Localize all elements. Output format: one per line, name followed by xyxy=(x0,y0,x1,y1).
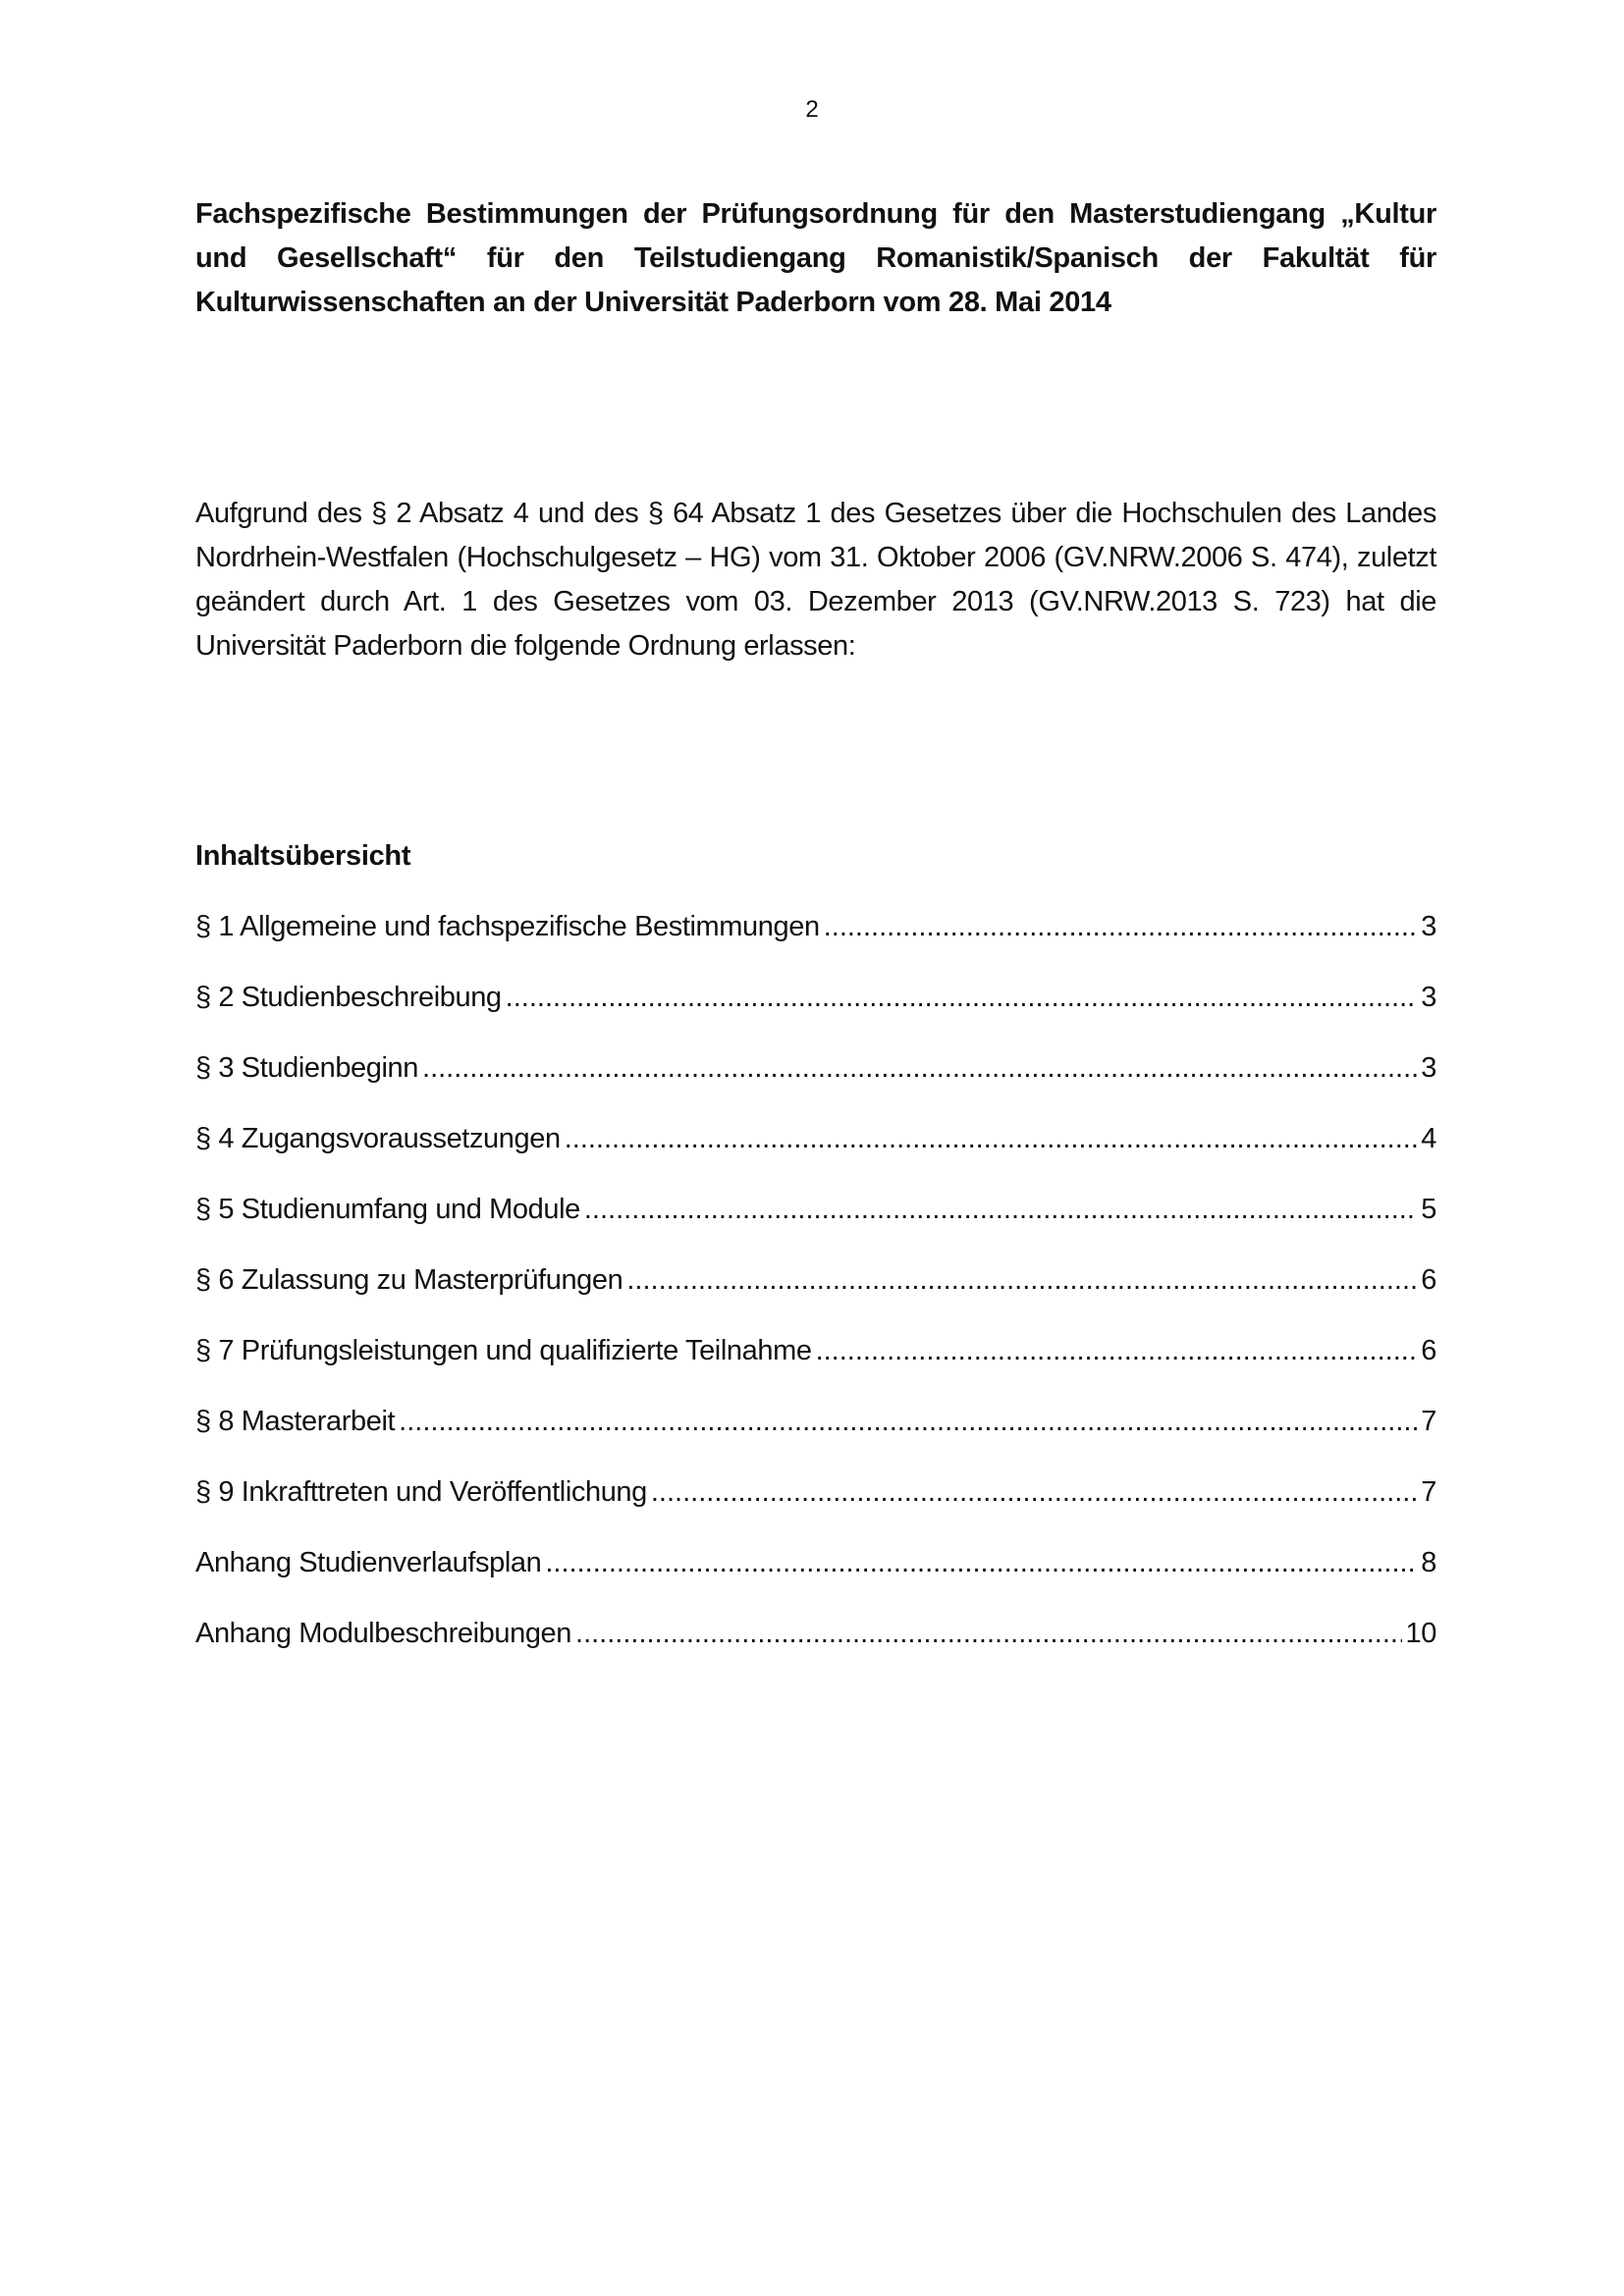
toc-leader-dots xyxy=(584,1190,1417,1229)
toc-leader-dots xyxy=(565,1119,1418,1158)
toc-entry-label: § 7 Prüfungsleistungen und qualifizierte Teilnahme xyxy=(195,1335,812,1366)
toc-entry xyxy=(195,1402,1436,1472)
toc-entry xyxy=(195,1331,1436,1402)
page-number: 2 xyxy=(805,96,819,123)
toc-entry-label: § 4 Zugangsvoraussetzungen xyxy=(195,1123,561,1154)
toc-leader-dots xyxy=(506,978,1418,1017)
toc-heading: Inhaltsübersicht xyxy=(195,840,411,872)
toc-entry-label: § 3 Studienbeginn xyxy=(195,1052,419,1084)
toc-entry-label: § 8 Masterarbeit xyxy=(195,1406,396,1437)
toc-leader-dots xyxy=(545,1543,1417,1582)
toc-entry-label: § 6 Zulassung zu Masterprüfungen xyxy=(195,1264,623,1296)
toc-entry xyxy=(195,1472,1436,1543)
toc-entry-page: 6 xyxy=(1421,1335,1436,1366)
toc-entry-page: 10 xyxy=(1405,1618,1436,1649)
toc-entry xyxy=(195,1190,1436,1260)
toc-leader-dots xyxy=(422,1048,1417,1088)
toc-entry xyxy=(195,1119,1436,1190)
toc-entry-page: 3 xyxy=(1421,1052,1436,1084)
toc-entry xyxy=(195,1048,1436,1119)
toc-entry-label: Anhang Studienverlaufsplan xyxy=(195,1547,542,1578)
table-of-contents xyxy=(195,907,1436,1684)
toc-entry-page: 3 xyxy=(1421,982,1436,1013)
toc-entry xyxy=(195,978,1436,1048)
toc-entry xyxy=(195,1260,1436,1331)
toc-entry-page: 6 xyxy=(1421,1264,1436,1296)
toc-leader-dots xyxy=(626,1260,1417,1300)
toc-entry-label: Anhang Modulbeschreibungen xyxy=(195,1618,572,1649)
toc-leader-dots xyxy=(651,1472,1417,1512)
toc-leader-dots xyxy=(575,1614,1402,1653)
toc-entry-page: 3 xyxy=(1421,911,1436,942)
toc-entry xyxy=(195,1543,1436,1614)
preamble-paragraph: Aufgrund des § 2 Absatz 4 und des § 64 Absatz 1 des Gesetzes über die Hochschulen des Landes Nordrhein-Westfalen (Hochschulgesetz – HG) vom 31. Oktober 2006 (GV.NRW.2006 S. 474), zuletzt geändert durch Art. 1 des Gesetzes vom 03. Dezember 2013 (GV.NRW.2013 S. 723) hat die Universität Paderborn die folgende Ordnung erlassen: xyxy=(195,498,1436,662)
toc-entry xyxy=(195,1614,1436,1684)
toc-entry-page: 4 xyxy=(1421,1123,1436,1154)
toc-leader-dots xyxy=(824,907,1418,946)
toc-entry-page: 7 xyxy=(1421,1406,1436,1437)
toc-leader-dots xyxy=(816,1331,1418,1370)
document-title: Fachspezifische Bestimmungen der Prüfungsordnung für den Masterstudiengang „Kultur und Gesellschaft“ für den Teilstudiengang Romanistik/Spanisch der Fakultät für Kulturwissenschaften an der Universität Paderborn vom 28. Mai 2014 xyxy=(195,198,1436,318)
toc-entry-label: § 5 Studienumfang und Module xyxy=(195,1194,580,1225)
toc-entry-label: § 1 Allgemeine und fachspezifische Bestimmungen xyxy=(195,911,820,942)
toc-entry-page: 8 xyxy=(1421,1547,1436,1578)
toc-entry-label: § 9 Inkrafttreten und Veröffentlichung xyxy=(195,1476,647,1508)
toc-leader-dots xyxy=(399,1402,1417,1441)
toc-entry xyxy=(195,907,1436,978)
toc-entry-page: 5 xyxy=(1421,1194,1436,1225)
toc-entry-page: 7 xyxy=(1421,1476,1436,1508)
toc-entry-label: § 2 Studienbeschreibung xyxy=(195,982,502,1013)
